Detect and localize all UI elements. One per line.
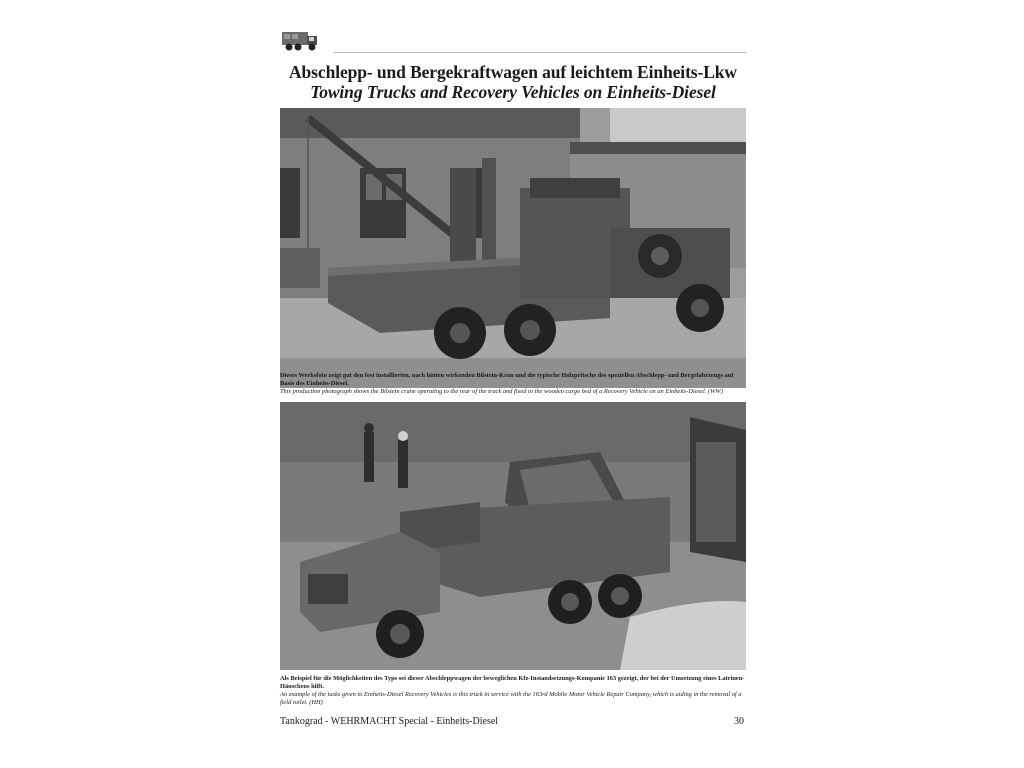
photo2-caption	[280, 675, 746, 707]
photo2-caption-english: An example of the tasks given to Einheits-Diesel Recovery Vehicles is this truck in service with the 163rd Mobile Motor Vehicle Repair Company, which is aiding in the removal of a field toilet. (HH)	[280, 691, 742, 706]
page-number: 30	[734, 716, 744, 727]
recovery-truck-crane-photo	[280, 108, 746, 388]
footer-publication: Tankograd - WEHRMACHT Special - Einheits-Diesel	[280, 716, 499, 727]
book-page	[276, 22, 750, 742]
photo2-caption-german: Als Beispiel für die Möglichkeiten des Typs sei dieser Abschleppwagen der beweglichen Kfz-Instandsetzungs-Kompanie 163 gezeigt, der bei der Umsetzung eines Latrinen-Häuschens hilft.	[280, 675, 745, 690]
photo1-caption-german: Dieses Werksfoto zeigt gut den fest installierten, nach hinten wirkenden Bilstein-Kran und die typische Holzpritsche des speziellen Abschlepp- und Bergefahrzeugs auf Basis des Einheits-Diesel.	[280, 372, 734, 387]
page-title-german: Abschlepp- und Bergekraftwagen auf leichtem Einheits-Lkw	[289, 62, 737, 82]
photo1-caption	[280, 372, 746, 396]
photo1-caption-english: This production photograph shows the Bilstein crane operating to the rear of the truck and fixed to the wooden cargo bed of a Recovery Vehicle on an Einheits-Diesel. (WW)	[280, 388, 723, 395]
header-rule	[334, 52, 746, 53]
recovery-truck-field-photo	[280, 402, 746, 670]
page-title-english: Towing Trucks and Recovery Vehicles on Einheits-Diesel	[310, 82, 716, 102]
truck-logo-icon	[280, 28, 320, 54]
